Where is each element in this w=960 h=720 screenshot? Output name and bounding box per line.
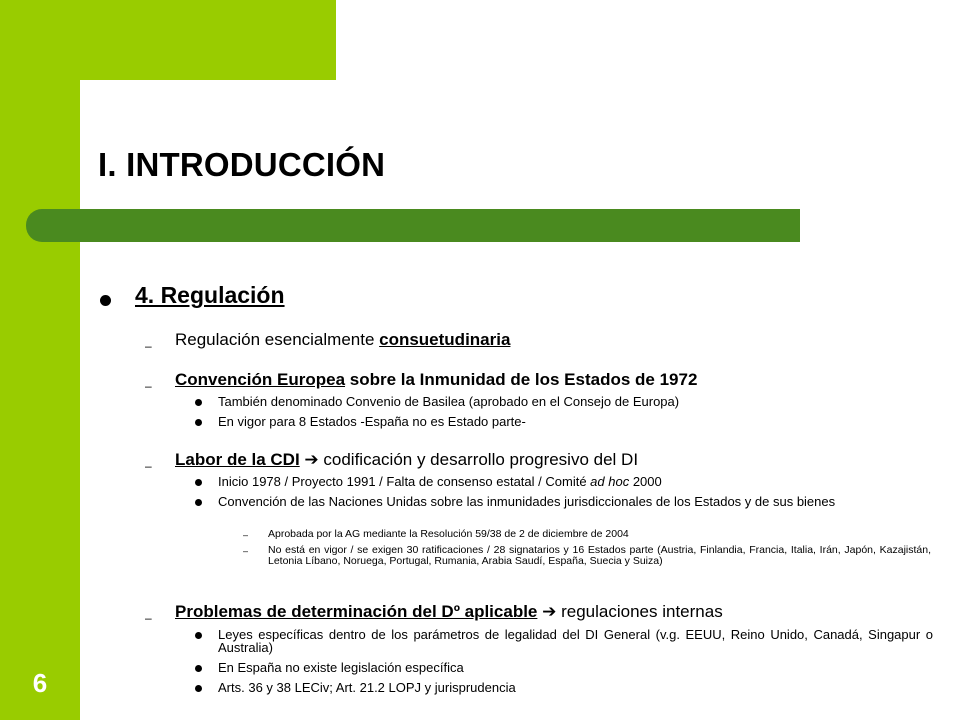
- bullet-icon: [195, 499, 202, 506]
- arrow-right-icon: ➔: [304, 450, 319, 469]
- subsection-2: [175, 370, 697, 390]
- dash-icon: –: [243, 546, 249, 556]
- subsection-2-text: sobre la Inmunidad de los Estados de 1972: [345, 370, 698, 389]
- list-item: También denominado Convenio de Basilea (aprobado en el Consejo de Europa): [218, 394, 680, 409]
- sub-list-item: Aprobada por la AG mediante la Resolución 59/38 de 2 de diciembre de 2004: [268, 528, 629, 540]
- green-sidebar: [0, 0, 80, 720]
- green-header-block: [0, 0, 336, 80]
- subsection-1: [175, 330, 510, 350]
- list-item: Inicio 1978 / Proyecto 1991 / Falta de consenso estatal / Comité ad hoc 2000: [218, 474, 662, 489]
- bullet-icon: [195, 665, 202, 672]
- list-item: Convención de las Naciones Unidas sobre las inmunidades jurisdiccionales de los Estados y de sus bienes: [218, 494, 836, 509]
- subsection-4: [175, 602, 723, 622]
- subsection-4-text: regulaciones internas: [556, 602, 723, 621]
- subsection-2-link: Convención Europea: [175, 370, 346, 389]
- bullet-icon: [195, 419, 202, 426]
- dash-icon: –: [243, 530, 249, 540]
- bullet-icon: [195, 685, 202, 692]
- list-item: Arts. 36 y 38 LECiv; Art. 21.2 LOPJ y jurisprudencia: [218, 680, 516, 695]
- bullet-icon: [195, 632, 202, 639]
- sub-list-item: No está en vigor / se exigen 30 ratificaciones / 28 signatarios y 16 Estados parte (Austria, Finlandia, Francia, Italia, Irán, Japón, Kazajistán, Letonia Líbano, Noruega, Portugal, Rumania, Arabia Saudí, España, Suecia y Suiza): [268, 544, 931, 567]
- subsection-1-text: Regulación esencialmente: [175, 330, 380, 349]
- arrow-right-icon: ➔: [542, 602, 557, 621]
- dash-icon: –: [145, 459, 152, 473]
- bullet-icon: [100, 295, 111, 306]
- slide-title: I. INTRODUCCIÓN: [98, 146, 386, 183]
- page-number: 6: [32, 668, 48, 698]
- subsection-1-link: consuetudinaria: [379, 330, 511, 349]
- subsection-4-link: Problemas de determinación del Dº aplicable: [175, 602, 538, 621]
- list-item: Leyes específicas dentro de los parámetros de legalidad del DI General (v.g. EEUU, Reino Unido, Canadá, Singapur o Australia): [218, 627, 933, 655]
- dash-icon: –: [145, 339, 152, 353]
- list-item: En España no existe legislación específica: [218, 660, 464, 675]
- subsection-3-link: Labor de la CDI: [175, 450, 300, 469]
- dash-icon: –: [145, 611, 152, 625]
- list-item: En vigor para 8 Estados -España no es Estado parte-: [218, 414, 526, 429]
- bullet-icon: [195, 479, 202, 486]
- dash-icon: –: [145, 379, 152, 393]
- bullet-icon: [195, 399, 202, 406]
- title-underline-bar: [26, 209, 800, 242]
- subsection-3-text: codificación y desarrollo progresivo del DI: [318, 450, 639, 469]
- heading-text: 4. Regulación: [135, 282, 285, 308]
- subsection-3: [175, 450, 638, 470]
